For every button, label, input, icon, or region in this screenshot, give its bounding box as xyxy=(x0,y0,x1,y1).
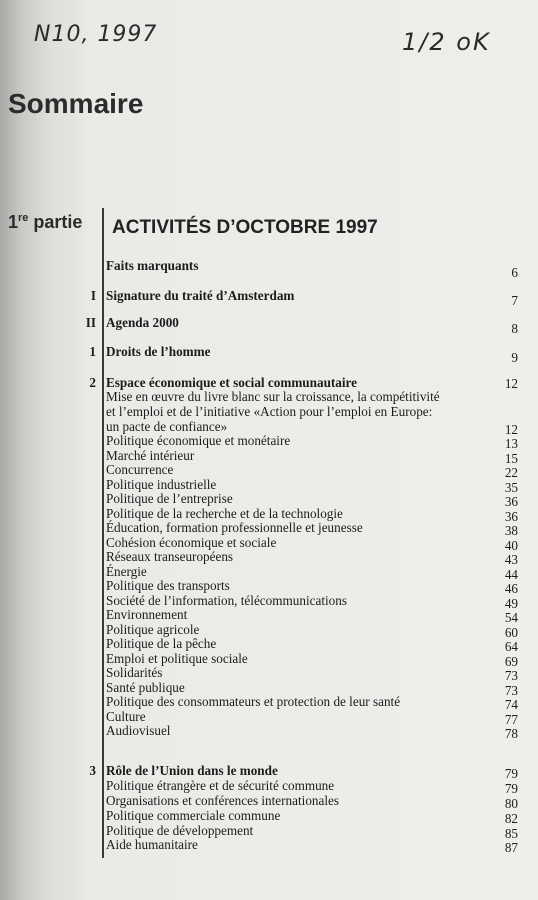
toc-label: Mise en œuvre du livre blanc sur la croissance, la compétitivité xyxy=(106,389,440,404)
part-title: ACTIVITÉS D’OCTOBRE 1997 xyxy=(112,217,378,238)
toc-label: Espace économique et social communautaire xyxy=(106,375,358,390)
toc-number: 3 xyxy=(89,763,96,778)
toc-page-number: 36 xyxy=(504,494,518,509)
toc-label: Politique commerciale commune xyxy=(106,808,281,823)
toc-page-number: 12 xyxy=(504,376,518,391)
toc-label: Rôle de l’Union dans le monde xyxy=(106,763,278,778)
handwritten-note-left: N10, 1997 xyxy=(34,22,158,47)
toc-label: Audiovisuel xyxy=(106,723,171,738)
toc-label: Politique de développement xyxy=(106,823,254,838)
toc-label: Emploi et politique sociale xyxy=(106,651,248,666)
toc-label: Environnement xyxy=(106,607,188,622)
toc-page-number: 6 xyxy=(511,265,518,280)
toc-label: Culture xyxy=(106,709,146,724)
toc-page-number: 82 xyxy=(504,811,518,826)
toc-label: un pacte de confiance» xyxy=(106,419,228,434)
toc-label: Agenda 2000 xyxy=(106,315,179,330)
toc-label: Éducation, formation professionnelle et jeunesse xyxy=(106,520,363,535)
toc-label: Organisations et conférences internationales xyxy=(106,793,340,808)
toc-label: Politique de la recherche et de la technologie xyxy=(106,506,343,521)
toc-page-number: 78 xyxy=(504,726,518,741)
toc-label: Concurrence xyxy=(106,462,174,477)
part-ordinal: re xyxy=(18,212,29,224)
vertical-divider xyxy=(102,208,104,858)
toc-label: Cohésion économique et sociale xyxy=(106,535,277,550)
toc-label: Réseaux transeuropéens xyxy=(106,549,234,564)
toc-page-number: 60 xyxy=(504,625,518,640)
toc-label: Politique des consommateurs et protection de leur santé xyxy=(106,694,401,709)
toc-label: Politique des transports xyxy=(106,578,230,593)
toc-number: 1 xyxy=(89,344,96,359)
toc-page-number: 9 xyxy=(511,350,518,365)
toc-label: Santé publique xyxy=(106,680,185,695)
toc-page-number: 79 xyxy=(504,781,518,796)
part-word: partie xyxy=(28,212,83,232)
toc-label: Droits de l’homme xyxy=(106,344,211,359)
toc-page-number: 46 xyxy=(504,581,518,596)
toc-page-number: 69 xyxy=(504,654,518,669)
part-label xyxy=(8,212,82,233)
toc-page-number: 87 xyxy=(504,840,518,855)
toc-page-number: 7 xyxy=(511,293,518,308)
toc-label: Solidarités xyxy=(106,665,163,680)
toc-page-number: 22 xyxy=(504,465,518,480)
toc-page-number: 43 xyxy=(504,552,518,567)
toc-label: Signature du traité d’Amsterdam xyxy=(106,288,295,303)
toc-page-number: 64 xyxy=(504,639,518,654)
toc-label: Politique de la pêche xyxy=(106,636,217,651)
toc-page-number: 74 xyxy=(504,697,518,712)
toc-page-number: 80 xyxy=(504,796,518,811)
toc-page-number: 73 xyxy=(504,668,518,683)
toc-page-number: 54 xyxy=(504,610,518,625)
toc-page-number: 73 xyxy=(504,683,518,698)
toc-page-number: 15 xyxy=(504,451,518,466)
toc-page-number: 35 xyxy=(504,480,518,495)
toc-number: 2 xyxy=(89,375,96,390)
toc-page-number: 38 xyxy=(504,523,518,538)
toc-page-number: 77 xyxy=(504,712,518,727)
toc-label: Politique étrangère et de sécurité commune xyxy=(106,778,335,793)
toc-label: Marché intérieur xyxy=(106,448,195,463)
toc-page-number: 12 xyxy=(504,422,518,437)
toc-page-number: 13 xyxy=(504,436,518,451)
toc-label: Politique agricole xyxy=(106,622,200,637)
toc-label: et l’emploi et de l’initiative «Action pour l’emploi en Europe: xyxy=(106,404,433,419)
toc-page-number: 79 xyxy=(504,766,518,781)
part-number: 1 xyxy=(8,212,19,232)
toc-page-number: 8 xyxy=(511,321,518,336)
toc-number: II xyxy=(85,315,96,330)
toc-label: Société de l’information, télécommunications xyxy=(106,593,347,608)
toc-label: Politique économique et monétaire xyxy=(106,433,291,448)
toc-label: Politique industrielle xyxy=(106,477,217,492)
toc-label: Énergie xyxy=(106,564,147,579)
toc-label: Politique de l’entreprise xyxy=(106,491,233,506)
toc-label: Aide humanitaire xyxy=(106,837,198,852)
toc-label: Faits marquants xyxy=(106,258,199,273)
toc-page-number: 40 xyxy=(504,538,518,553)
page-title: Sommaire xyxy=(8,88,144,119)
handwritten-note-right: 1/2 oK xyxy=(402,28,491,56)
toc-number: I xyxy=(90,288,96,303)
toc-page-number: 36 xyxy=(504,509,518,524)
toc-page-number: 85 xyxy=(504,826,518,841)
toc-page-number: 44 xyxy=(504,567,518,582)
toc-page-number: 49 xyxy=(504,596,518,611)
